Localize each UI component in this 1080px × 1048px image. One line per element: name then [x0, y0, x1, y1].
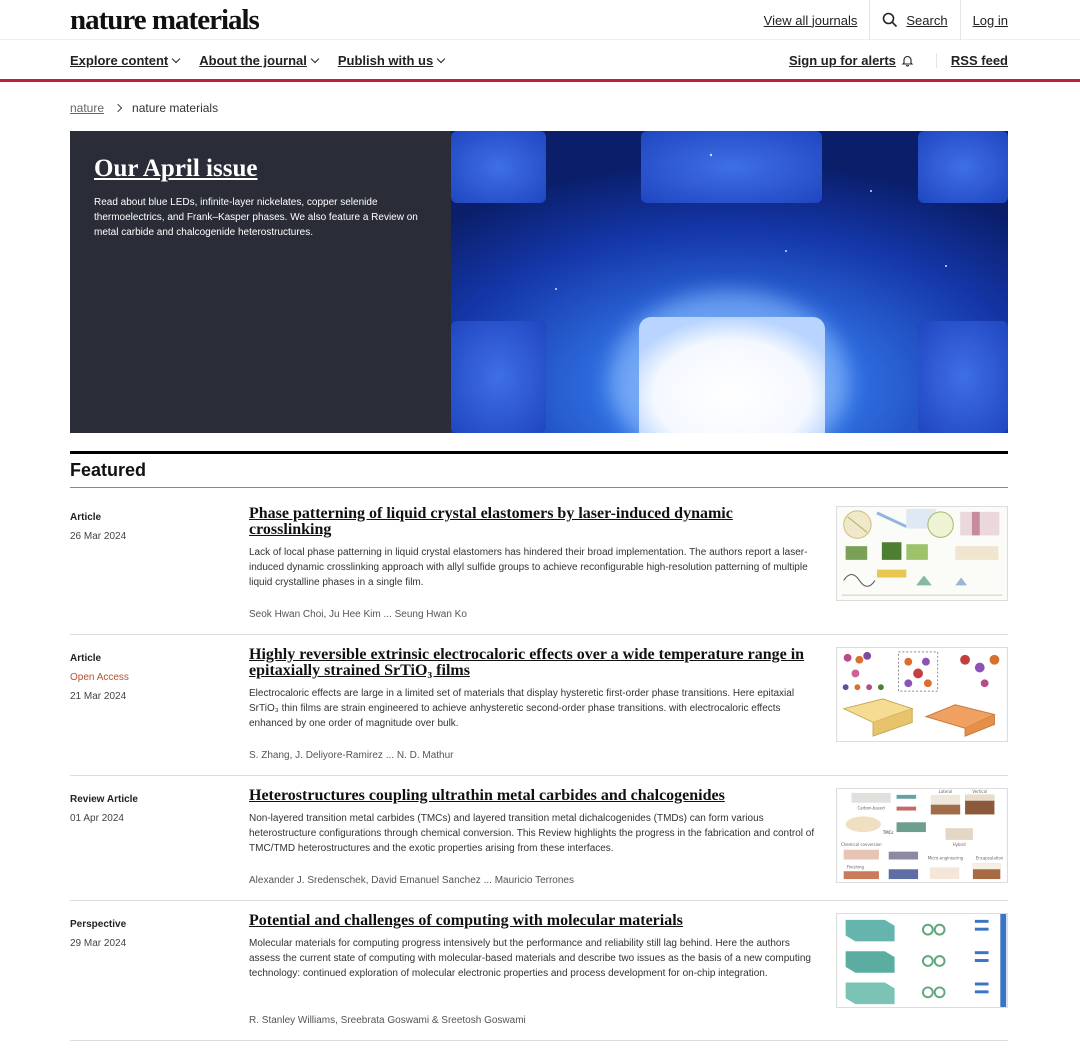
- thumb-label: Vertical: [972, 788, 988, 794]
- publish-with-us-label: Publish with us: [337, 53, 434, 68]
- article-abstract: Electrocaloric effects are large in a limited set of materials that display hysteretic first-order phase transitions. Here epitaxial SrTiO₃ thin films are strain engineered to achieve anhysteretic second-order phase transitions. with electrocaloric effects enhanced by one order of magnitude over bulk.: [249, 688, 795, 729]
- chevron-down-icon: [311, 54, 319, 62]
- thumb-label: Chemical conversion: [840, 841, 882, 847]
- main-nav: [0, 40, 1080, 82]
- article-title-link[interactable]: Phase patterning of liquid crystal elastomers by laser-induced dynamic crosslinking: [249, 505, 733, 538]
- explore-content-menu[interactable]: [70, 53, 179, 68]
- article-type: Perspective: [70, 919, 127, 930]
- article-authors: S. Zhang, J. Deliyore-Ramirez ... N. D. Mathur: [249, 750, 454, 761]
- site-header: [0, 0, 1080, 40]
- breadcrumb-current: nature materials: [132, 101, 219, 115]
- breadcrumb-home-link[interactable]: nature: [70, 101, 105, 115]
- view-all-journals-link[interactable]: View all journals: [763, 12, 858, 28]
- article-type: Article: [70, 512, 102, 523]
- article-thumbnail[interactable]: [836, 506, 1008, 601]
- article-item: [70, 912, 1008, 1041]
- article-title-link[interactable]: Heterostructures coupling ultrathin metal carbides and chalcogenides: [249, 787, 725, 804]
- article-abstract: Non-layered transition metal carbides (TMCs) and layered transition metal dichalcogenides (TMDs) can form various heterostructure configurations through chemical conversion. This Review highlights the progress in the fabrication and control of TMC/TMD heterostructures and the exotic properties arising from these interfaces.: [249, 813, 815, 854]
- article-date: 21 Mar 2024: [70, 691, 127, 702]
- hero-title[interactable]: Our April issue: [94, 155, 258, 182]
- breadcrumb: [70, 101, 218, 115]
- article-authors: Alexander J. Sredenschek, David Emanuel Sanchez ... Mauricio Terrones: [249, 875, 574, 886]
- article-title-link[interactable]: Highly reversible extrinsic electrocaloric effects over a wide temperature range in epitaxially strained SrTiO₃ films: [249, 646, 805, 679]
- login-link[interactable]: Log in: [960, 0, 1080, 40]
- article-date: 26 Mar 2024: [70, 531, 127, 542]
- cover-image: [451, 131, 1008, 433]
- chevron-down-icon: [437, 54, 445, 62]
- open-access-badge: Open Access: [70, 672, 129, 683]
- search-link[interactable]: [869, 0, 959, 40]
- article-title-link[interactable]: Potential and challenges of computing with molecular materials: [249, 912, 683, 929]
- sign-up-alerts-label: Sign up for alerts: [789, 53, 896, 68]
- top-links: [752, 0, 1080, 40]
- thumb-label: Finishing: [846, 864, 865, 870]
- featured-rule: [70, 451, 1008, 454]
- article-type: Article: [70, 653, 102, 664]
- thumb-label: Encapsulation: [975, 855, 1004, 861]
- explore-content-label: Explore content: [70, 53, 169, 68]
- bell-icon: [901, 54, 914, 67]
- search-label: Search: [906, 12, 948, 28]
- chevron-down-icon: [172, 54, 180, 62]
- featured-underline: [70, 487, 1008, 488]
- search-icon: [882, 12, 898, 28]
- article-abstract: Lack of local phase patterning in liquid crystal elastomers has hindered their broad implementation. The authors report a laser-induced dynamic crosslinking approach with allyl sulfide groups to achieve reconfigurable high-resolution patterning of multiple liquid crystalline phases in a single film.: [249, 547, 808, 588]
- thumb-label: Micro-engineering: [927, 855, 964, 861]
- article-item: [70, 505, 1008, 635]
- hero-description: Read about blue LEDs, infinite-layer nickelates, copper selenide thermoelectrics, and Frank–Kasper phases. We also feature a Review on metal carbide and chalcogenide heterostructures.: [94, 197, 418, 238]
- article-item: [70, 787, 1008, 901]
- sign-up-alerts-link[interactable]: [789, 53, 914, 68]
- thumb-label: Hybrid: [952, 841, 966, 847]
- issue-hero[interactable]: [70, 131, 1008, 433]
- thumb-label: Lateral: [938, 788, 953, 794]
- publish-with-us-menu[interactable]: [338, 53, 444, 68]
- chevron-right-icon: [114, 104, 122, 112]
- journal-logo[interactable]: nature materials: [70, 4, 259, 36]
- article-authors: R. Stanley Williams, Sreebrata Goswami & Sreetosh Goswami: [249, 1015, 526, 1026]
- article-authors: Seok Hwan Choi, Ju Hee Kim ... Seung Hwan Ko: [249, 609, 467, 620]
- article-thumbnail[interactable]: [836, 647, 1008, 742]
- featured-heading: Featured: [70, 460, 147, 480]
- article-type: Review Article: [70, 794, 138, 805]
- article-abstract: Molecular materials for computing progress intensively but the performance and reliability still lag behind. Here the authors assess the current state of computing with molecular-based materials and describe two issues as the basis of a new computing technology: continued exploration of molecular electronic properties and process development for on-chip integration.: [249, 938, 811, 979]
- thumb-label: TMCs: [882, 830, 894, 836]
- article-thumbnail[interactable]: [836, 788, 1008, 883]
- thumb-label: Carbon-based: [857, 805, 885, 811]
- about-journal-menu[interactable]: [199, 53, 318, 68]
- article-item: [70, 646, 1008, 776]
- article-date: 29 Mar 2024: [70, 938, 127, 949]
- rss-feed-link[interactable]: RSS feed: [936, 53, 1008, 68]
- article-date: 01 Apr 2024: [70, 813, 124, 824]
- about-journal-label: About the journal: [199, 53, 307, 68]
- article-thumbnail[interactable]: [836, 913, 1008, 1008]
